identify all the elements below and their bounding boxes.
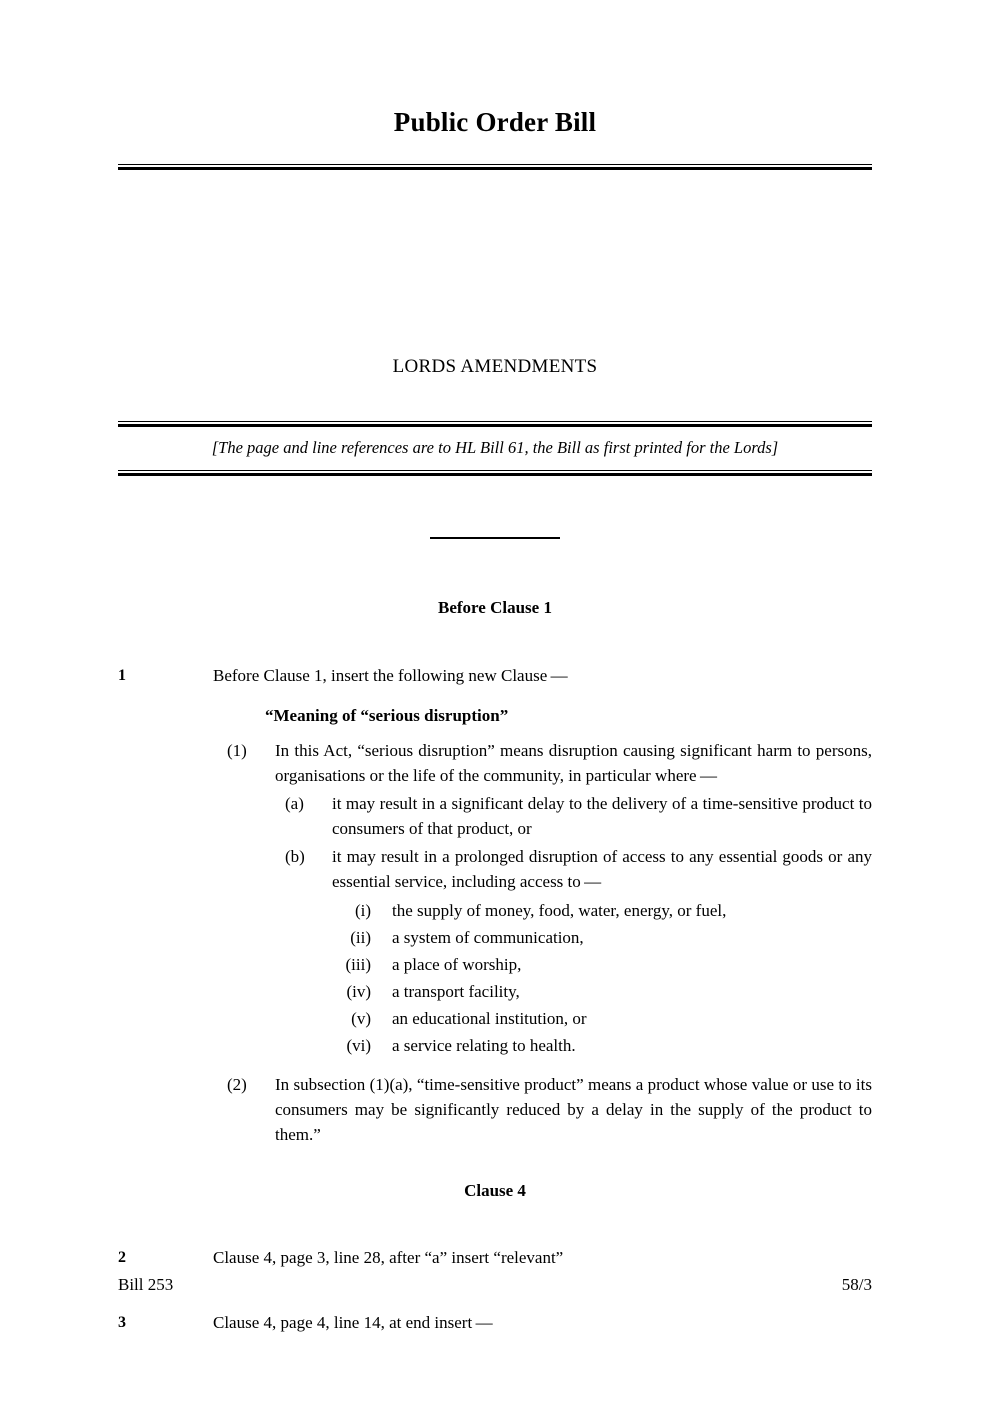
item-text: it may result in a significant delay to the delivery of a time-sensitive product to consumers of that product, or [332,794,872,839]
footer-page-reference: 58/3 [841,1275,872,1294]
roman-text: a transport facility, [392,981,520,1001]
page-footer [118,1275,872,1295]
item-marker: (b) [285,847,305,867]
roman-item-iii [213,953,872,978]
roman-text: a place of worship, [392,955,522,974]
subsection-marker: (2) [227,1074,247,1094]
roman-text: a service relating to health. [392,1035,576,1055]
item-marker: (a) [285,794,304,814]
document-title: Public Order Bill [393,107,597,137]
amendment-number: 1 [118,666,126,684]
amendment-number: 2 [118,1249,126,1267]
subsection-item-b [213,845,872,895]
short-divider-wrapper [118,476,872,547]
clause-group-heading-before-clause-1: Before Clause 1 [438,598,552,618]
subsection-text: In subsection (1)(a), “time-sensitive product” means a product whose value or use to its consumers may be significantly reduced by a delay in the supply of the product to them.” [275,1074,872,1144]
roman-marker: (vi) [346,1035,371,1055]
roman-item-iv [213,980,872,1005]
amendment-lead-text: Clause 4, page 4, line 14, at end insert — [213,1313,493,1333]
roman-marker: (iv) [346,981,371,1001]
amendment-1 [118,619,872,1148]
page-content [118,0,872,1336]
subsection-marker: (1) [227,741,247,761]
roman-marker: (i) [354,901,371,921]
roman-text: the supply of money, food, water, energy, or fuel, [392,901,727,921]
amendment-lead-text: Clause 4, page 3, line 28, after “a” insert “relevant” [213,1248,564,1268]
subsection-2 [213,1073,872,1148]
subsection-text: In this Act, “serious disruption” means disruption causing significant harm to persons, organisations or the life of the community, in particular where — [275,741,872,786]
roman-item-i [213,899,872,924]
amendment-2 [118,1201,872,1271]
roman-numeral-list [213,899,872,1059]
roman-text: a system of communication, [392,928,584,948]
subsection-1 [213,739,872,789]
subsection-item-a [213,792,872,842]
roman-marker: (iii) [345,955,371,974]
roman-marker: (v) [351,1008,371,1028]
lords-amendments-heading: LORDS AMENDMENTS [392,355,598,377]
roman-text: an educational institution, or [392,1008,587,1028]
amendment-number: 3 [118,1314,126,1332]
roman-marker: (ii) [350,928,371,948]
footer-bill-number: Bill 253 [118,1275,174,1294]
inserted-clause [213,704,872,1147]
item-text: it may result in a prolonged disruption of access to any essential goods or any essential service, including access to — [332,847,872,892]
reference-note-text: [The page and line references are to HL Bill 61, the Bill as first printed for the Lords] [211,438,779,458]
roman-item-vi [213,1034,872,1059]
reference-note-block [118,421,872,476]
roman-item-ii [213,926,872,951]
clause-group-heading-clause-4: Clause 4 [464,1180,526,1200]
amendment-lead-text: Before Clause 1, insert the following new Clause — [213,665,568,685]
roman-item-v [213,1007,872,1032]
short-centre-divider [430,537,560,539]
inserted-clause-title: “Meaning of “serious disruption” [265,706,509,726]
